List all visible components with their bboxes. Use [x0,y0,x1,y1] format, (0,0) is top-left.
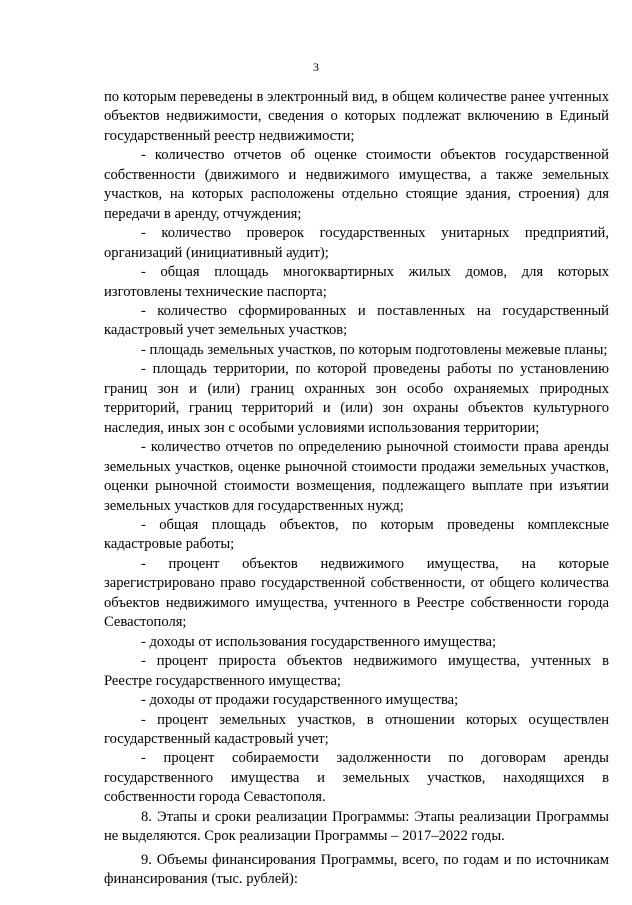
list-item: - процент прироста объектов недвижимого имущества, учтенных в Реестре государственного имущества; [104,653,609,689]
list-item: - общая площадь объектов, по которым проведены комплексные кадастровые работы; [104,516,609,553]
paragraph-continuation: по которым переведены в электронный вид, в общем количестве ранее учтенных объектов недвижимости, сведения о которых подлежат включению в Единый государственный реестр недвижимости; [104,89,609,144]
list-item: - количество отчетов по определению рыночной стоимости права аренды земельных участков, оценке рыночной стоимости продажи земельных участков, оценки рыночной стоимости возмещения, подлежащего выплате при изъятии земельных участков для государственных нужд; [104,439,609,514]
list-item: - доходы от использования государственного имущества; [141,633,497,650]
document-body [104,88,609,890]
list-item: - процент земельных участков, в отношении которых осуществлен государственный кадастровый учет; [104,711,609,747]
list-item: - площадь территории, по которой проведены работы по установлению границ зон и (или) границ охранных зон особо охраняемых природных территорий, границ территорий и (или) зон охраны объектов культурного наследия, иных зон с особыми условиями использования территории; [104,361,609,436]
list-item: - площадь земельных участков, по которым подготовлены межевые планы; [141,341,608,358]
list-item: - количество сформированных и поставленных на государственный кадастровый учет земельных участков; [104,302,609,339]
list-item: - процент собираемости задолженности по договорам аренды государственного имущества и земельных участков, находящихся в собственности города Севастополя. [104,750,609,806]
section-8-paragraph: 8. Этапы и сроки реализации Программы: Этапы реализации Программы не выделяются. Срок реализации Программы – 2017–2022 годы. [104,808,609,845]
section-9-paragraph: 9. Объемы финансирования Программы, всего, по годам и по источникам финансирования (тыс. рублей): [104,851,609,888]
list-item: - количество отчетов об оценке стоимости объектов государственной собственности (движимого и недвижимого имущества, а также земельных участков, на которых расположены отдельно стоящие здания, строения) для передачи в аренду, отчуждения; [104,147,609,222]
list-item: - общая площадь многоквартирных жилых домов, для которых изготовлены технические паспорта; [104,264,609,300]
list-item: - количество проверок государственных унитарных предприятий, организаций (инициативный аудит); [104,225,609,261]
list-item: - процент объектов недвижимого имущества, на которые зарегистрировано право государственной собственности, от общего количества объектов недвижимого имущества, учтенного в Реестре собственности города Севастополя; [104,555,609,631]
list-item: - доходы от продажи государственного имущества; [141,692,459,709]
page-number: 3 [313,60,319,74]
